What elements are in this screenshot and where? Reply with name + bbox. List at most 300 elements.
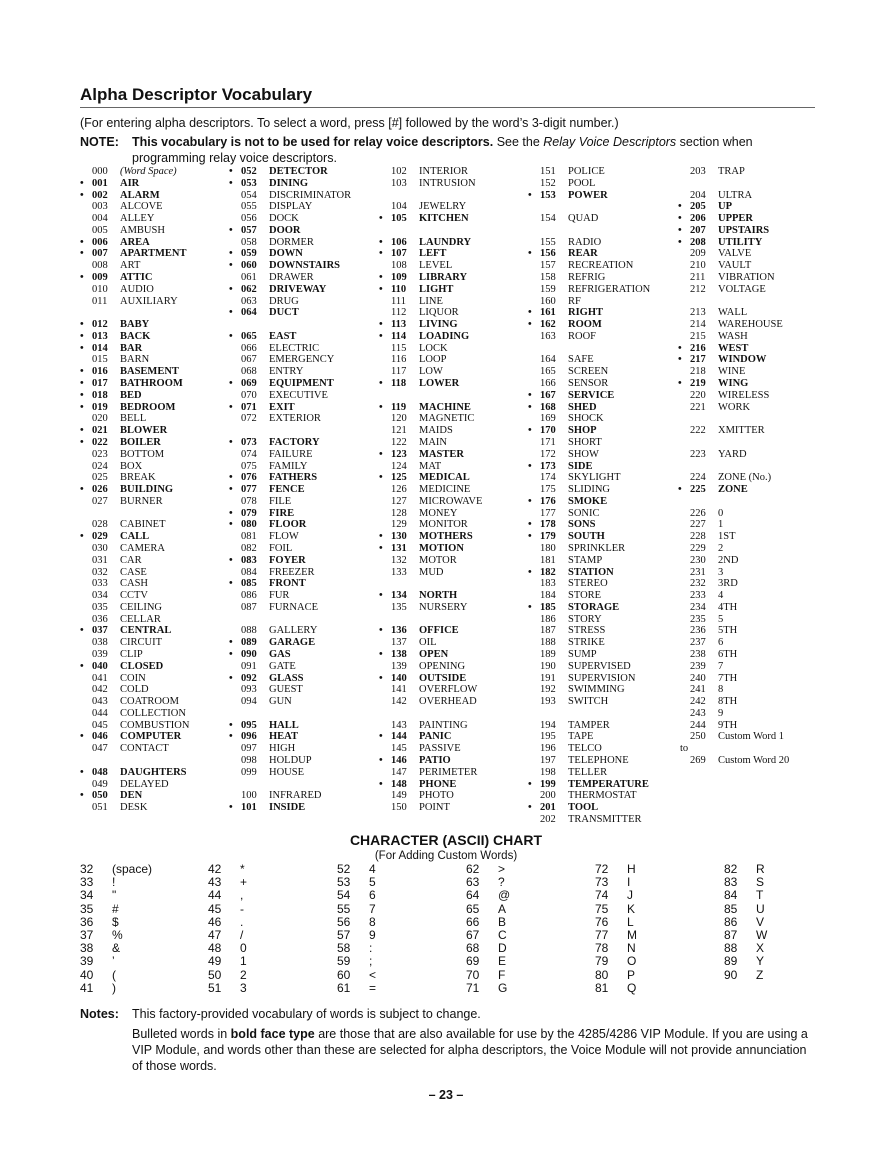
vocab-word: 7 [718, 660, 724, 672]
vocab-number: 008 [92, 260, 108, 272]
vocab-word: MASTER [419, 448, 464, 460]
vocab-word: UPSTAIRS [718, 224, 770, 236]
ascii-code: 40 [80, 967, 94, 982]
ascii-code: 51 [208, 980, 222, 995]
vocab-word: 9TH [718, 719, 738, 731]
vocab-number: 092 [241, 672, 257, 684]
vocab-number: 022 [92, 436, 108, 448]
vocab-number: 039 [92, 648, 108, 660]
vocab-number: 218 [690, 366, 706, 378]
vocab-number: 163 [540, 330, 556, 342]
vocab-word: SAFE [568, 354, 594, 366]
vocab-number: 140 [391, 672, 407, 684]
vocab-number: 037 [92, 625, 108, 637]
vocab-number: 082 [241, 542, 257, 554]
vip-bullet-icon: • [528, 189, 532, 201]
vocab-word: LOADING [419, 330, 470, 342]
vocab-word: TRAP [718, 166, 745, 177]
intro-text: (For entering alpha descriptors. To select a word, press [#] followed by the word’s 3-digit number.) [80, 116, 619, 130]
ascii-code: 64 [466, 888, 480, 903]
vip-bullet-icon: • [379, 248, 383, 260]
vocab-word: DETECTOR [269, 166, 328, 177]
vocab-number: 199 [540, 778, 556, 790]
vocab-number: 225 [690, 484, 706, 496]
ascii-code: 45 [208, 901, 222, 916]
vocab-number: 002 [92, 189, 108, 201]
vocab-word: 9 [718, 707, 724, 719]
vip-bullet-icon: • [229, 637, 233, 649]
vocab-word: UP [718, 201, 732, 213]
vocab-word: SHOCK [568, 413, 604, 425]
vocab-number: 027 [92, 495, 108, 507]
vocab-number: 141 [391, 684, 407, 696]
vocab-word: SUPERVISION [568, 672, 636, 684]
vocab-number: 170 [540, 425, 556, 437]
vocab-number: 050 [92, 790, 108, 802]
ascii-code: 52 [337, 862, 351, 876]
vocab-number: 193 [540, 696, 556, 708]
vocab-number: 195 [540, 731, 556, 743]
vocab-word: VIBRATION [718, 272, 775, 284]
vocab-word: FLOOR [269, 519, 307, 531]
vocab-word: POLICE [568, 166, 605, 177]
vip-bullet-icon: • [229, 484, 233, 496]
ascii-code: 57 [337, 928, 351, 942]
vocab-word: PAINTING [419, 719, 468, 731]
vocab-word: HOUSE [269, 766, 305, 778]
vocab-number: 238 [690, 648, 706, 660]
ascii-character: W [756, 928, 768, 942]
vocab-word: FAILURE [269, 448, 313, 460]
ascii-code: 77 [595, 928, 609, 942]
vocab-number: 023 [92, 448, 108, 460]
ascii-code: 54 [337, 888, 351, 903]
vocab-word: TAMPER [568, 719, 610, 731]
vip-bullet-icon: • [229, 330, 233, 342]
vocab-number: 036 [92, 613, 108, 625]
vocab-number: 101 [241, 802, 257, 814]
vocab-number: 009 [92, 272, 108, 284]
vocab-number: 125 [391, 472, 407, 484]
ascii-character: J [627, 888, 633, 903]
vip-bullet-icon: • [229, 378, 233, 390]
vocab-word: SLIDING [568, 484, 610, 496]
ascii-code: 74 [595, 888, 609, 903]
vocab-word: CLOSED [120, 660, 164, 672]
vocab-number: 089 [241, 637, 257, 649]
vocab-number: 177 [540, 507, 556, 519]
vocab-word: AUXILIARY [120, 295, 178, 307]
vocab-number: 103 [391, 177, 407, 189]
vocab-number: 062 [241, 283, 257, 295]
ascii-code: 38 [80, 941, 94, 956]
vocab-word: 2ND [718, 554, 739, 566]
vocab-number: 215 [690, 330, 706, 342]
vocab-word: FENCE [269, 484, 305, 496]
vocab-word: VAULT [718, 260, 752, 272]
vocab-number: 114 [391, 330, 407, 342]
vip-bullet-icon: • [80, 790, 84, 802]
ascii-code: 37 [80, 928, 94, 942]
vocab-number: 113 [391, 319, 407, 331]
vocab-number: 073 [241, 436, 257, 448]
vocab-word: SWIMMING [568, 684, 625, 696]
vocab-word: UTILITY [718, 236, 763, 248]
vocab-number: 049 [92, 778, 108, 790]
ascii-code: 82 [724, 862, 738, 876]
vocab-number: 134 [391, 590, 407, 602]
vocab-number: 130 [391, 531, 407, 543]
vocab-number: 048 [92, 766, 108, 778]
vocab-word: 4TH [718, 601, 738, 613]
vocab-number: 074 [241, 448, 257, 460]
vocab-word: POOL [568, 177, 596, 189]
vocab-word: BREAK [120, 472, 156, 484]
notes-label: Notes: [80, 1007, 119, 1021]
vocab-number: 188 [540, 637, 556, 649]
ascii-character: F [498, 967, 506, 982]
vip-bullet-icon: • [379, 378, 383, 390]
vocab-number: 269 [690, 755, 706, 766]
vocab-word: MAIDS [419, 425, 453, 437]
vip-bullet-icon: • [229, 719, 233, 731]
vocab-word: SUPERVISED [568, 660, 631, 672]
vip-bullet-icon: • [678, 378, 682, 390]
vocab-number: 012 [92, 319, 108, 331]
vocab-number: 029 [92, 531, 108, 543]
vocab-word: OPENING [419, 660, 466, 672]
vocab-number: 024 [92, 460, 108, 472]
vip-bullet-icon: • [528, 389, 532, 401]
vocab-number: 120 [391, 413, 407, 425]
vocab-number: 179 [540, 531, 556, 543]
vocab-number: 102 [391, 166, 407, 177]
ascii-code: 36 [80, 914, 94, 929]
vocab-word: AREA [120, 236, 150, 248]
note-italic: Relay Voice Descriptors [543, 135, 677, 149]
vocab-number: 010 [92, 283, 108, 295]
ascii-code: 35 [80, 901, 94, 916]
vocab-range-to: to [680, 743, 689, 755]
vocab-word: FATHERS [269, 472, 318, 484]
vip-bullet-icon: • [229, 648, 233, 660]
ascii-code: 43 [208, 875, 222, 890]
vocab-number: 065 [241, 330, 257, 342]
vocab-number: 015 [92, 354, 108, 366]
ascii-character: " [112, 888, 117, 903]
vocab-number: 086 [241, 590, 257, 602]
vocab-word: REAR [568, 248, 598, 260]
vocab-word: FAMILY [269, 460, 308, 472]
vocab-word: COMBUSTION [120, 719, 190, 731]
ascii-code: 42 [208, 862, 222, 876]
vocab-number: 160 [540, 295, 556, 307]
vocab-word: FOYER [269, 554, 306, 566]
vip-bullet-icon: • [229, 401, 233, 413]
vip-bullet-icon: • [379, 542, 383, 554]
vocab-word: PHONE [419, 778, 457, 790]
vocab-word: 1 [718, 519, 724, 531]
vocab-number: 228 [690, 531, 706, 543]
vocab-number: 118 [391, 378, 407, 390]
vocab-word: NORTH [419, 590, 458, 602]
vip-bullet-icon: • [229, 672, 233, 684]
vocab-number: 097 [241, 743, 257, 755]
vip-bullet-icon: • [80, 236, 84, 248]
vocab-number: 047 [92, 743, 108, 755]
vocab-word: DINING [269, 177, 309, 189]
vocab-word: 6TH [718, 648, 738, 660]
vocab-number: 241 [690, 684, 706, 696]
vocab-word: BATHROOM [120, 378, 183, 390]
ascii-character: I [627, 875, 631, 890]
vocab-word: CASH [120, 578, 149, 590]
vocab-word: TAPE [568, 731, 594, 743]
vip-bullet-icon: • [80, 330, 84, 342]
vocab-word: BASEMENT [120, 366, 179, 378]
vocab-word: 3RD [718, 578, 738, 590]
vip-bullet-icon: • [528, 519, 532, 531]
vocab-number: 164 [540, 354, 556, 366]
ascii-character: 9 [369, 928, 376, 942]
ascii-character: Q [627, 980, 637, 995]
note-text-1: See the [493, 135, 544, 149]
ascii-character: * [240, 862, 245, 876]
vocab-word: SHOW [568, 448, 599, 460]
vocab-number: 198 [540, 766, 556, 778]
note-bold: This vocabulary is not to be used for relay voice descriptors. [132, 135, 494, 149]
ascii-code: 60 [337, 967, 351, 982]
vip-bullet-icon: • [678, 354, 682, 366]
ascii-character: @ [498, 888, 511, 903]
vocab-number: 034 [92, 590, 108, 602]
vocab-word: LOWER [419, 378, 460, 390]
ascii-code: 62 [466, 862, 480, 876]
vip-bullet-icon: • [678, 213, 682, 225]
vocab-number: 060 [241, 260, 257, 272]
vocab-word: CASE [120, 566, 147, 578]
vocab-number: 203 [690, 166, 706, 177]
vocab-word: STAMP [568, 554, 603, 566]
vocab-number: 084 [241, 566, 257, 578]
vocab-word: REFRIG [568, 272, 606, 284]
vocab-word: EMERGENCY [269, 354, 335, 366]
vocab-word: UPPER [718, 213, 753, 225]
vocab-number: 121 [391, 425, 407, 437]
vocab-number: 156 [540, 248, 556, 260]
vocab-word: STEREO [568, 578, 608, 590]
vocab-number: 001 [92, 177, 108, 189]
vocab-word: GUN [269, 696, 292, 708]
vocab-number: 129 [391, 519, 407, 531]
vip-bullet-icon: • [528, 802, 532, 814]
vocab-number: 150 [391, 802, 407, 814]
vocab-word: WALL [718, 307, 748, 319]
vocab-number: 067 [241, 354, 257, 366]
vip-bullet-icon: • [80, 436, 84, 448]
vocab-number: 063 [241, 295, 257, 307]
vocab-word: MOTION [419, 542, 464, 554]
vocab-number: 038 [92, 637, 108, 649]
vip-bullet-icon: • [229, 578, 233, 590]
vocab-number: 152 [540, 177, 556, 189]
vocab-word: BUILDING [120, 484, 174, 496]
ascii-character: 1 [240, 954, 247, 969]
ascii-code: 70 [466, 967, 480, 982]
vocab-word: RADIO [568, 236, 602, 248]
vocab-number: 123 [391, 448, 407, 460]
vocab-number: 135 [391, 601, 407, 613]
ascii-character: G [498, 980, 508, 995]
vocab-word: CALL [120, 531, 150, 543]
vocab-number: 124 [391, 460, 407, 472]
vocab-number: 185 [540, 601, 556, 613]
vocab-word: DRIVEWAY [269, 283, 327, 295]
ascii-code: 66 [466, 914, 480, 929]
vocab-number: 005 [92, 224, 108, 236]
vocab-word: ROOM [568, 319, 602, 331]
vocab-word: SHED [568, 401, 597, 413]
vocab-number: 028 [92, 519, 108, 531]
vocab-word: GALLERY [269, 625, 318, 637]
vocab-number: 187 [540, 625, 556, 637]
vocab-word: SONIC [568, 507, 600, 519]
vocab-word: MAGNETIC [419, 413, 475, 425]
vocab-word: RECREATION [568, 260, 634, 272]
vocab-number: 083 [241, 554, 257, 566]
vocab-number: 181 [540, 554, 556, 566]
vocab-word: SUMP [568, 648, 597, 660]
vocab-word: QUAD [568, 213, 599, 225]
vocab-word: LIGHT [419, 283, 454, 295]
vocab-number: 056 [241, 213, 257, 225]
ascii-code: 41 [80, 980, 94, 995]
vocab-word: STATION [568, 566, 614, 578]
vocab-number: 206 [690, 213, 706, 225]
vocab-word: MACHINE [419, 401, 471, 413]
ascii-character: T [756, 888, 764, 903]
vocab-number: 119 [391, 401, 407, 413]
vocab-word: VALVE [718, 248, 752, 260]
vocab-number: 069 [241, 378, 257, 390]
vocab-word: 5 [718, 613, 724, 625]
vocab-number: 216 [690, 342, 706, 354]
vip-bullet-icon: • [528, 401, 532, 413]
vocab-number: 107 [391, 248, 407, 260]
vip-bullet-icon: • [229, 472, 233, 484]
vocab-word: CAR [120, 554, 142, 566]
vocab-number: 196 [540, 743, 556, 755]
vip-bullet-icon: • [528, 460, 532, 472]
ascii-code: 88 [724, 941, 738, 956]
vocab-word: FLOW [269, 531, 299, 543]
vocab-word: WINE [718, 366, 746, 378]
ascii-character: V [756, 914, 765, 929]
vocab-word: BEDROOM [120, 401, 176, 413]
vocab-number: 224 [690, 472, 706, 484]
ascii-character: + [240, 875, 248, 890]
vocab-number: 111 [391, 295, 406, 307]
vocab-number: 051 [92, 802, 108, 814]
notes-line-1: This factory-provided vocabulary of words is subject to change. [132, 1007, 481, 1021]
ascii-character: X [756, 941, 765, 956]
vip-bullet-icon: • [678, 236, 682, 248]
vocab-word: DELAYED [120, 778, 169, 790]
vocab-number: 166 [540, 378, 556, 390]
vip-bullet-icon: • [80, 366, 84, 378]
vip-bullet-icon: • [528, 778, 532, 790]
ascii-character: ( [112, 967, 116, 982]
ascii-character: (space) [112, 862, 153, 876]
vocab-word: OIL [419, 637, 437, 649]
vocab-number: 143 [391, 719, 407, 731]
vocab-word: FRONT [269, 578, 306, 590]
page-number: – 23 – [428, 1088, 464, 1102]
vocab-word: EXIT [269, 401, 295, 413]
vocab-number: 149 [391, 790, 407, 802]
vocab-number: 000 [92, 166, 108, 177]
vocab-number: 210 [690, 260, 706, 272]
vocab-word: BABY [120, 319, 150, 331]
vocab-number: 061 [241, 272, 257, 284]
vocab-word: 3 [718, 566, 724, 578]
vocab-number: 243 [690, 707, 706, 719]
vocab-number: 235 [690, 613, 706, 625]
ascii-character: - [240, 901, 244, 916]
ascii-code: 76 [595, 914, 609, 929]
ascii-character: 0 [240, 941, 247, 956]
vocab-number: 058 [241, 236, 257, 248]
vocab-word: TELCO [568, 743, 602, 755]
vip-bullet-icon: • [379, 648, 383, 660]
vocab-number: 197 [540, 755, 556, 766]
vocab-word: EQUIPMENT [269, 378, 334, 390]
vocab-word: MOTHERS [419, 531, 473, 543]
vocab-number: 214 [690, 319, 706, 331]
vocab-word: PANIC [419, 731, 452, 743]
vocab-number: 045 [92, 719, 108, 731]
vocab-word: POWER [568, 189, 608, 201]
vocab-word: MOTOR [419, 554, 457, 566]
vocab-word: 7TH [718, 672, 738, 684]
vocab-word: COATROOM [120, 696, 179, 708]
vocab-word: BACK [120, 330, 151, 342]
vocab-number: 075 [241, 460, 257, 472]
vocab-number: 105 [391, 213, 407, 225]
vocab-word: RIGHT [568, 307, 604, 319]
vocab-word: MEDICAL [419, 472, 470, 484]
ascii-character: # [112, 901, 119, 916]
vocab-number: 232 [690, 578, 706, 590]
ascii-code: 55 [337, 901, 351, 916]
ascii-code: 90 [724, 967, 738, 982]
vocab-word: DISPLAY [269, 201, 313, 213]
vocab-number: 071 [241, 401, 257, 413]
vip-bullet-icon: • [379, 319, 383, 331]
vocab-word: SPRINKLER [568, 542, 626, 554]
vocab-word: WINDOW [718, 354, 767, 366]
vip-bullet-icon: • [80, 731, 84, 743]
vocab-number: 233 [690, 590, 706, 602]
vocab-number: 207 [690, 224, 706, 236]
vocab-word: ALARM [120, 189, 160, 201]
vip-bullet-icon: • [678, 224, 682, 236]
ascii-character: Y [756, 954, 765, 969]
vocab-word: RF [568, 295, 581, 307]
vocab-number: 127 [391, 495, 407, 507]
vocab-word: ALCOVE [120, 201, 163, 213]
ascii-character: S [756, 875, 765, 890]
